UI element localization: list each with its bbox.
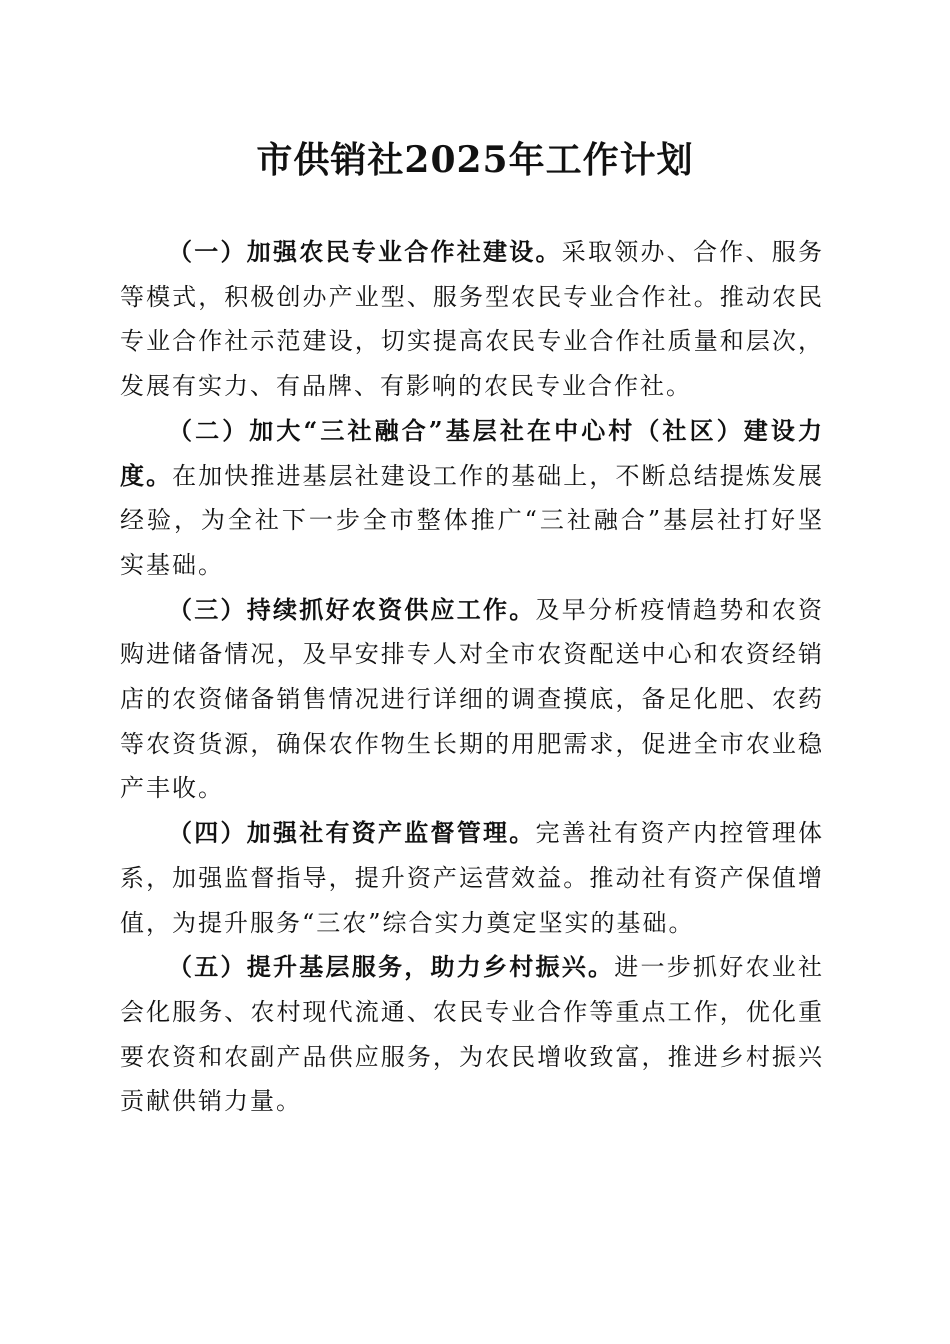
paragraph-3: [120, 588, 824, 812]
paragraph-2: [120, 409, 824, 588]
paragraph-body: 进一步抓好农业社会化服务、农村现代流通、农民专业合作等重点工作，优化重要农资和农副产品供应服务，为农民增收致富，推进乡村振兴贡献供销力量。: [120, 953, 824, 1116]
paragraph-body: 在加快推进基层社建设工作的基础上，不断总结提炼发展经验，为全社下一步全市整体推广“三社融合”基层社打好坚实基础。: [120, 461, 825, 579]
paragraph-body: 完善社有资产内控管理体系，加强监督指导，提升资产运营效益。推动社有资产保值增值，为提升服务“三农”综合实力奠定坚实的基础。: [120, 819, 824, 937]
paragraph-1: [120, 230, 824, 409]
paragraph-body: 及早分析疫情趋势和农资购进储备情况，及早安排专人对全市农资配送中心和农资经销店的农资储备销售情况进行详细的调查摸底，备足化肥、农药等农资货源，确保农作物生长期的用肥需求，促进全市农业稳产丰收。: [120, 595, 824, 803]
paragraph-heading: （一）加强农民专业合作社建设。: [168, 237, 562, 266]
paragraph-body: 采取领办、合作、服务等模式，积极创办产业型、服务型农民专业合作社。推动农民专业合作社示范建设，切实提高农民专业合作社质量和层次，发展有实力、有品牌、有影响的农民专业合作社。: [120, 238, 824, 401]
paragraph-4: [120, 811, 824, 945]
paragraph-heading: （三）持续抓好农资供应工作。: [168, 594, 536, 624]
document-body: [120, 230, 824, 1124]
paragraph-heading: （五）提升基层服务，助力乡村振兴。: [168, 952, 615, 982]
paragraph-heading: （二）加大“三社融合”基层社在中心村（社区）建设力度。: [120, 415, 824, 490]
document-title: 市供销社2025年工作计划: [256, 139, 694, 181]
paragraph-5: [120, 945, 824, 1124]
paragraph-heading: （四）加强社有资产监督管理。: [168, 818, 536, 848]
